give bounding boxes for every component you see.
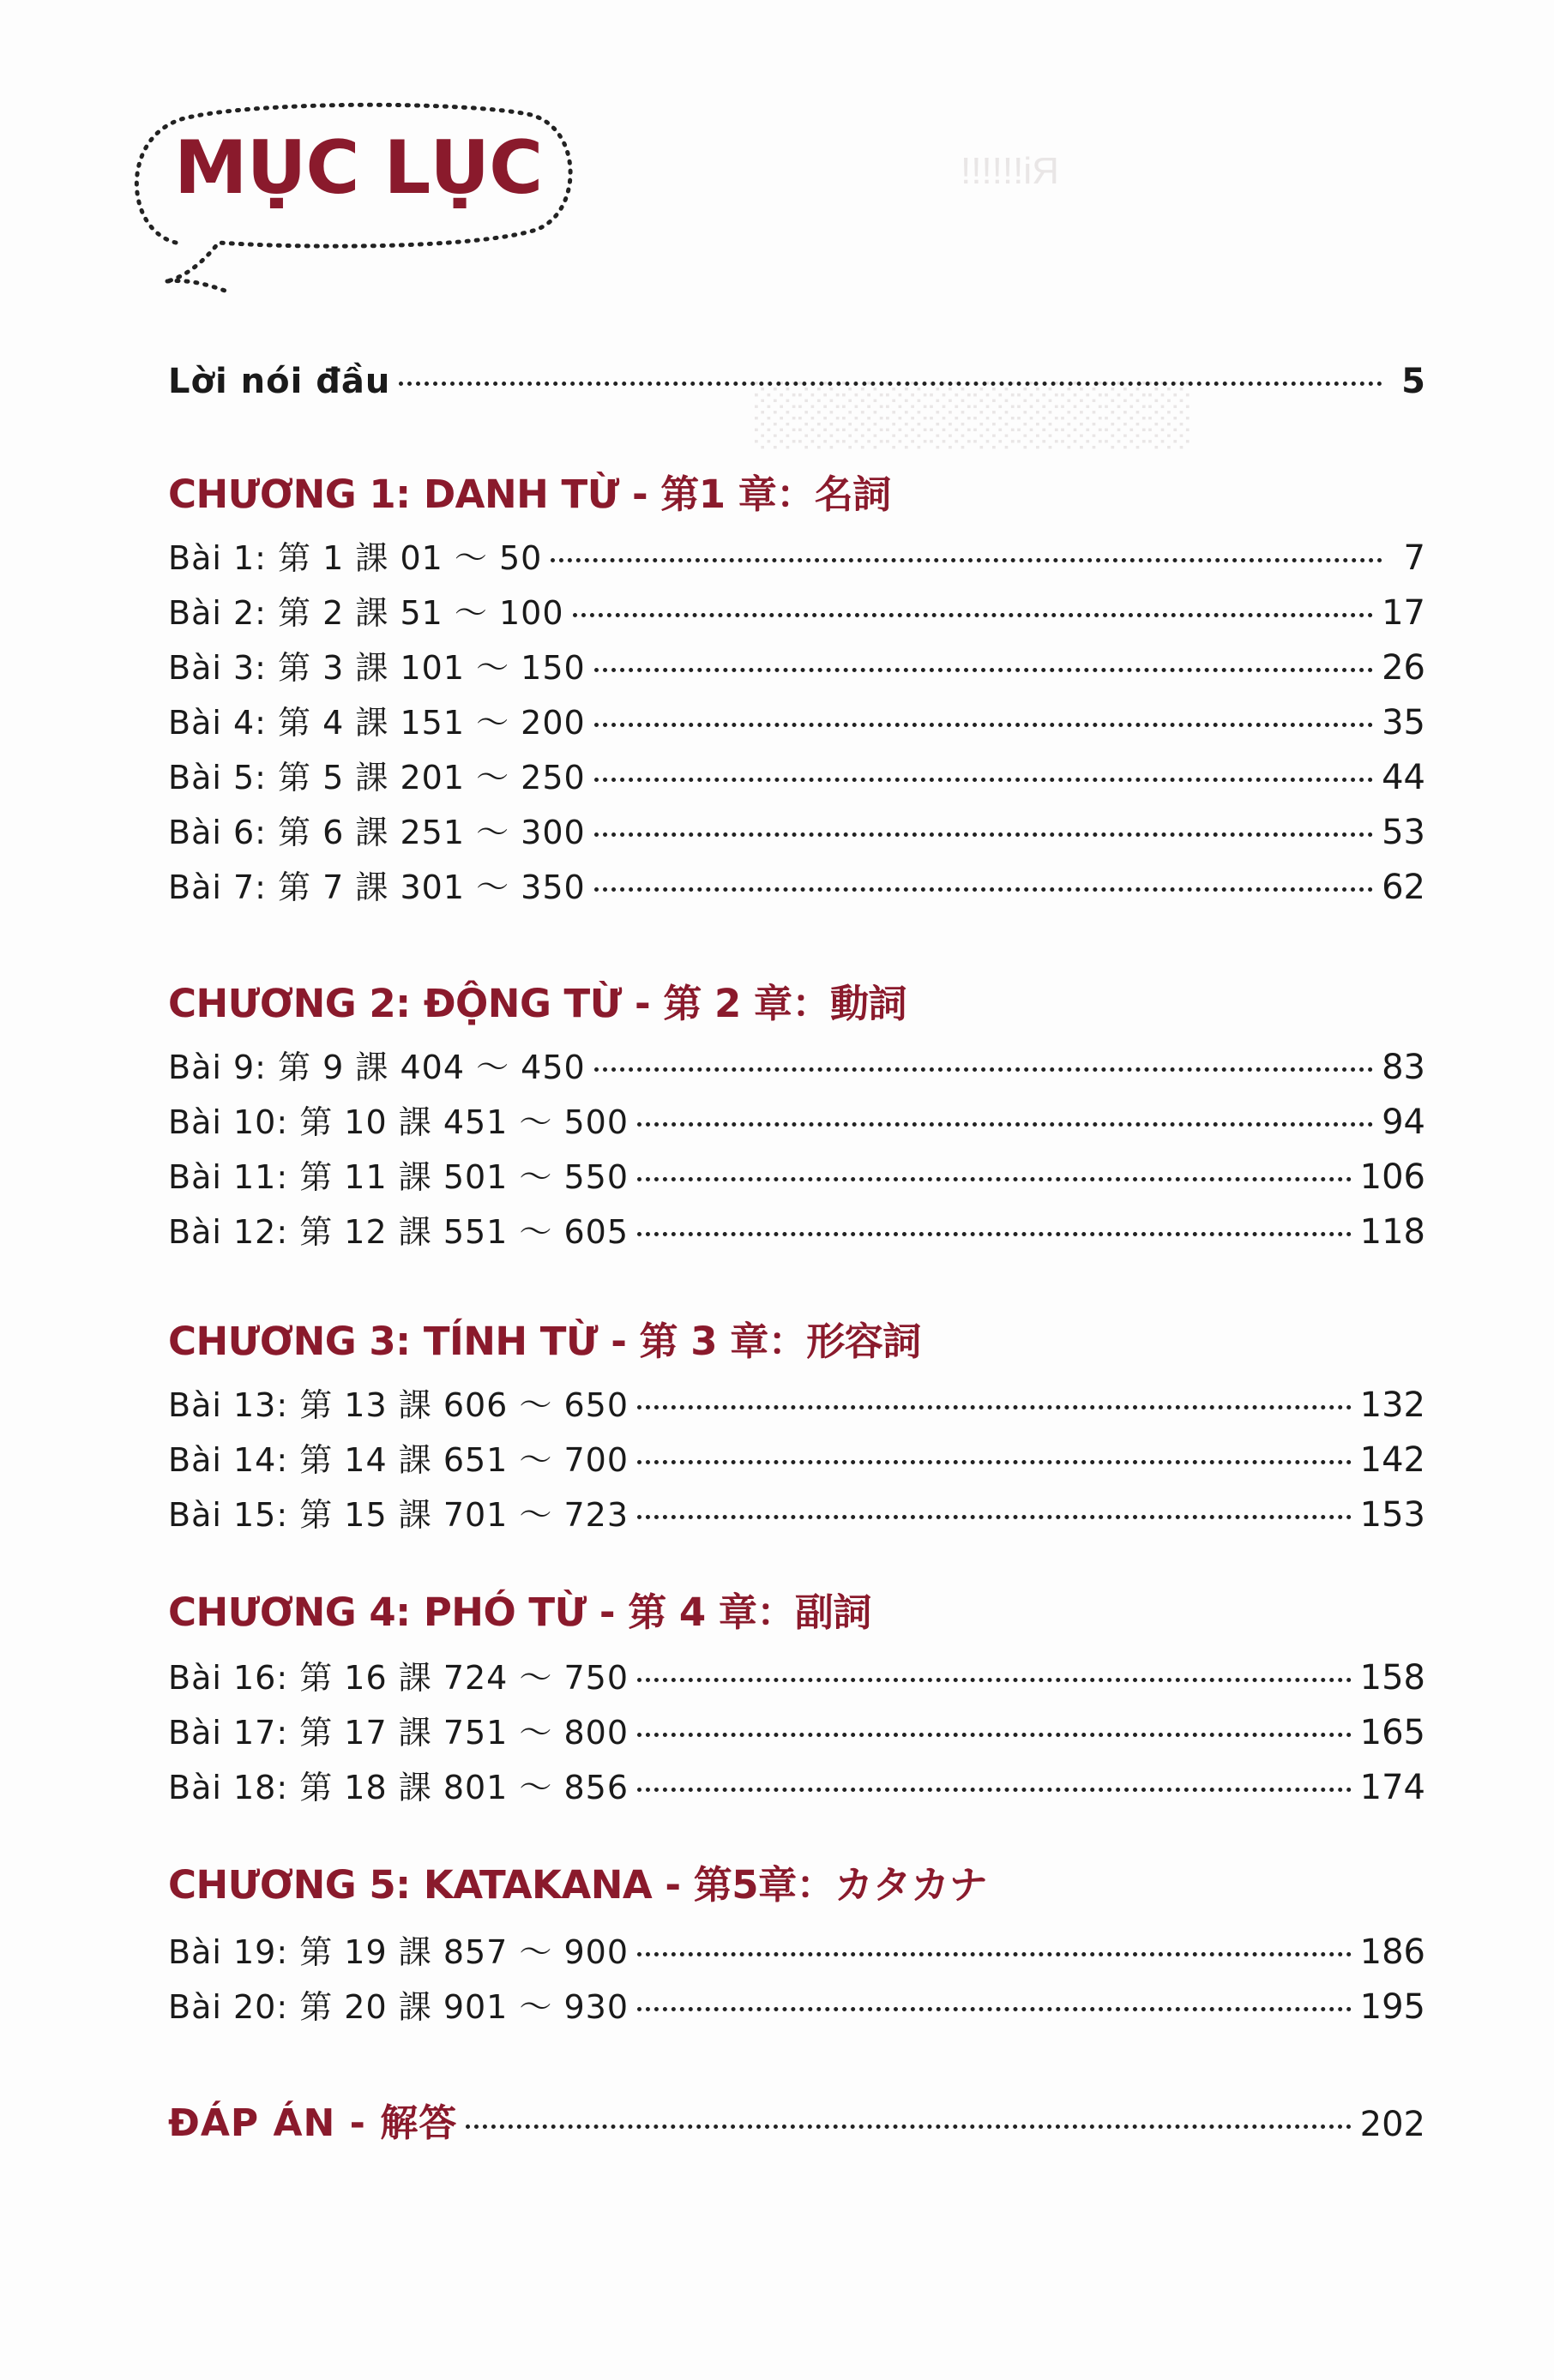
entry-label: Bài 19: 第 19 課 857 ～ 900	[168, 1933, 629, 1971]
toc-entry-lesson[interactable]	[168, 1379, 1425, 1426]
toc-entry-preface[interactable]	[168, 362, 1425, 401]
page-number: 7	[1403, 538, 1425, 578]
chapter-heading-4: CHƯƠNG 4: PHÓ TỪ - 第 4 章：副詞	[168, 1590, 871, 1635]
dot-leader	[637, 1405, 1352, 1409]
entry-label: Bài 10: 第 10 課 451 ～ 500	[168, 1103, 629, 1141]
toc-entry-lesson[interactable]	[168, 806, 1425, 853]
chapter-heading-3: CHƯƠNG 3: TÍNH TỪ - 第 3 章：形容詞	[168, 1319, 921, 1364]
chapter-heading-5: CHƯƠNG 5: KATAKANA - 第5章：カタカナ	[168, 1862, 988, 1908]
page-number: 106	[1359, 1157, 1425, 1197]
toc-entry-lesson[interactable]	[168, 861, 1425, 908]
dot-leader	[637, 1952, 1352, 1956]
dot-leader	[399, 382, 1382, 386]
entry-label: Bài 13: 第 13 課 606 ～ 650	[168, 1386, 629, 1424]
chapter-heading-2: CHƯƠNG 2: ĐỘNG TỪ - 第 2 章：動詞	[168, 981, 906, 1026]
toc-entry-lesson[interactable]	[168, 1761, 1425, 1808]
chapter-heading-1: CHƯƠNG 1: DANH TỪ - 第1 章：名詞	[168, 472, 891, 517]
page-number: 195	[1359, 1987, 1425, 2027]
entry-label: Bài 2: 第 2 課 51 ～ 100	[168, 594, 564, 632]
toc-entry-lesson[interactable]	[168, 1651, 1425, 1698]
entry-label: Bài 14: 第 14 課 651 ～ 700	[168, 1441, 629, 1479]
dot-leader	[637, 1678, 1352, 1682]
page-number: 153	[1359, 1495, 1425, 1535]
page-number: 44	[1382, 758, 1425, 797]
page-number: 132	[1359, 1385, 1425, 1425]
page-number: 165	[1359, 1713, 1425, 1752]
dot-leader	[466, 2125, 1351, 2129]
entry-label: Bài 6: 第 6 課 251 ～ 300	[168, 814, 586, 851]
reverse-side-bleed: Ri!!!!!!	[961, 150, 1059, 192]
page-number: 94	[1382, 1103, 1425, 1142]
entry-label: Bài 3: 第 3 課 101 ～ 150	[168, 649, 586, 687]
toc-entry-answers[interactable]	[168, 2092, 1425, 2147]
page-number: 17	[1382, 593, 1425, 633]
dot-leader	[573, 613, 1374, 617]
dot-leader	[594, 832, 1373, 837]
page-number: 35	[1382, 703, 1425, 742]
entry-label: Bài 9: 第 9 課 404 ～ 450	[168, 1049, 586, 1086]
toc-entry-lesson[interactable]	[168, 1488, 1425, 1536]
dot-leader	[594, 1067, 1373, 1072]
page-number: 174	[1359, 1768, 1425, 1807]
dot-leader	[594, 778, 1373, 782]
entry-label: Bài 17: 第 17 課 751 ～ 800	[168, 1714, 629, 1752]
entry-label: Bài 11: 第 11 課 501 ～ 550	[168, 1158, 629, 1196]
entry-label: Bài 5: 第 5 課 201 ～ 250	[168, 759, 586, 796]
page-number: 202	[1359, 2105, 1425, 2144]
dot-leader	[594, 887, 1373, 892]
page-number: 26	[1382, 648, 1425, 688]
entry-label: Bài 16: 第 16 課 724 ～ 750	[168, 1659, 629, 1697]
toc-entry-lesson[interactable]	[168, 1926, 1425, 1973]
page-number: 158	[1359, 1658, 1425, 1698]
page-number: 83	[1382, 1048, 1425, 1087]
page-number: 118	[1359, 1212, 1425, 1252]
dot-leader	[594, 723, 1373, 727]
toc-entry-lesson[interactable]	[168, 1096, 1425, 1143]
dot-leader	[637, 1232, 1352, 1236]
toc-entry-lesson[interactable]	[168, 1041, 1425, 1088]
toc-entry-lesson[interactable]	[168, 696, 1425, 743]
dot-leader	[637, 1733, 1352, 1737]
dot-leader	[594, 668, 1373, 672]
entry-label: Bài 1: 第 1 課 01 ～ 50	[168, 539, 543, 577]
toc-entry-lesson[interactable]	[168, 1151, 1425, 1198]
reverse-side-bleed: ░░░░░░░░░░	[755, 378, 1193, 447]
entry-label: Bài 7: 第 7 課 301 ～ 350	[168, 868, 586, 906]
page-number: 53	[1382, 813, 1425, 852]
toc-entry-lesson[interactable]	[168, 1980, 1425, 2028]
dot-leader	[637, 2007, 1352, 2011]
entry-label: Bài 12: 第 12 課 551 ～ 605	[168, 1213, 629, 1251]
page-number: 62	[1382, 868, 1425, 907]
dot-leader	[637, 1515, 1352, 1519]
page-number: 142	[1359, 1440, 1425, 1480]
entry-label: Bài 15: 第 15 課 701 ～ 723	[168, 1496, 629, 1534]
entry-label: ĐÁP ÁN - 解答	[168, 2101, 458, 2145]
dot-leader	[637, 1177, 1352, 1181]
dot-leader	[637, 1460, 1352, 1464]
toc-entry-lesson[interactable]	[168, 641, 1425, 688]
page-title: MỤC LỤC	[174, 125, 543, 211]
heading-bubble	[116, 101, 572, 238]
entry-label: Bài 20: 第 20 課 901 ～ 930	[168, 1988, 629, 2026]
toc-entry-lesson[interactable]	[168, 1706, 1425, 1753]
dot-leader	[551, 558, 1382, 562]
toc-entry-lesson[interactable]	[168, 586, 1425, 634]
dot-leader	[637, 1788, 1352, 1792]
toc-entry-lesson[interactable]	[168, 1205, 1425, 1253]
entry-label: Bài 4: 第 4 課 151 ～ 200	[168, 704, 586, 742]
toc-entry-lesson[interactable]	[168, 532, 1425, 579]
entry-label: Lời nói đầu	[168, 362, 391, 401]
entry-label: Bài 18: 第 18 課 801 ～ 856	[168, 1769, 629, 1806]
toc-entry-lesson[interactable]	[168, 751, 1425, 798]
page-number: 186	[1359, 1932, 1425, 1972]
toc-entry-lesson[interactable]	[168, 1433, 1425, 1481]
page-number: 5	[1401, 362, 1425, 401]
dot-leader	[637, 1122, 1373, 1127]
